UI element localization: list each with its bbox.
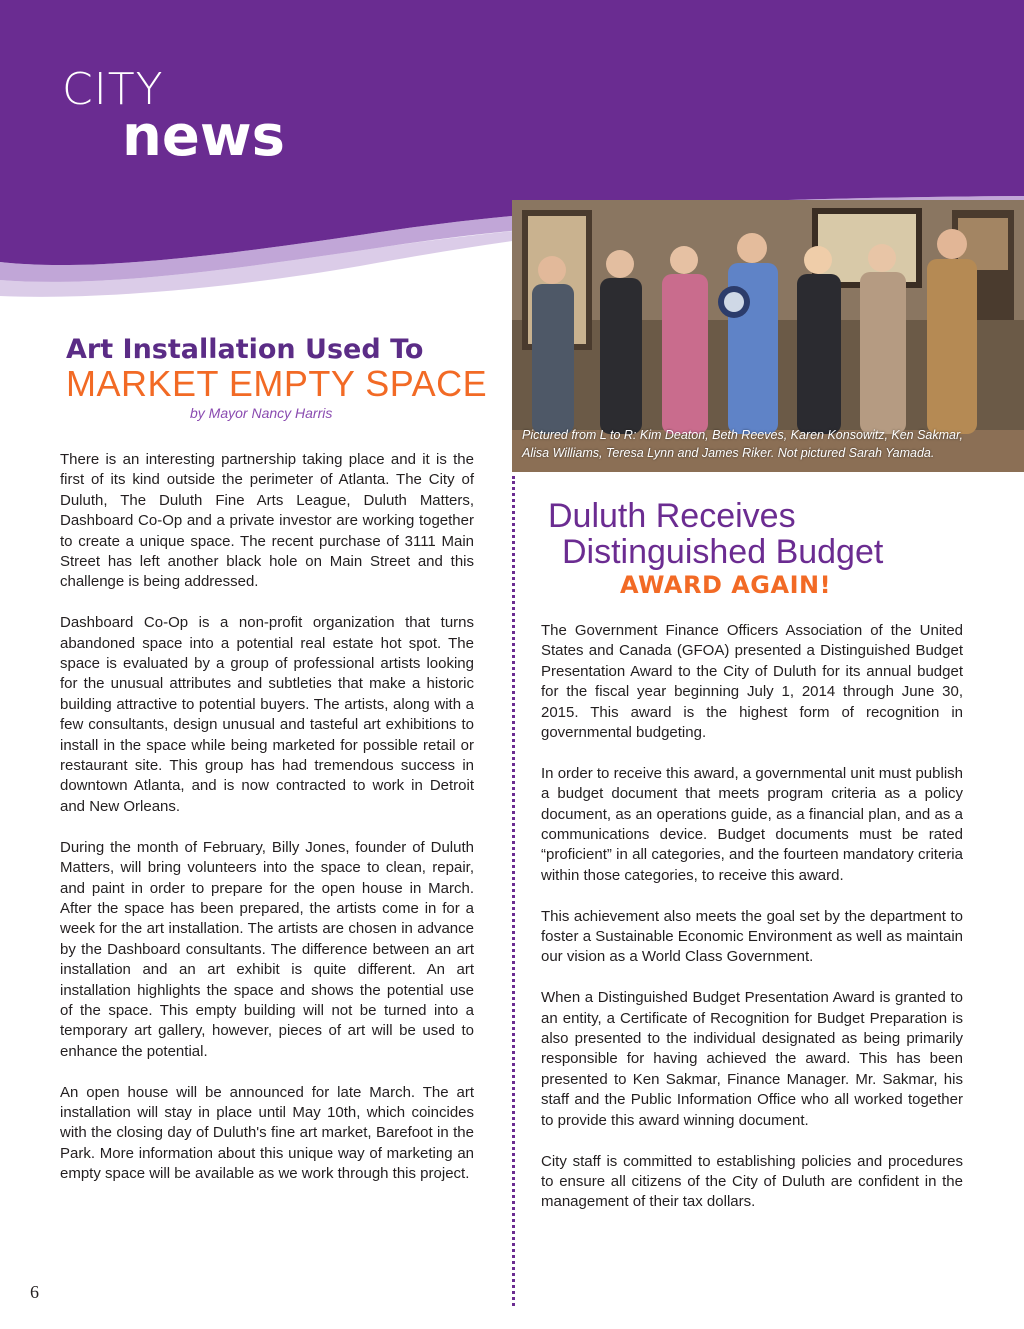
art-article-byline: by Mayor Nancy Harris <box>190 405 333 421</box>
art-paragraph-1: There is an interesting partnership taking place and it is the first of its kind outside the perimeter of Atlanta. The City of Duluth, The Duluth Fine Arts League, Duluth Matters, Dashboard Co-Op and a private investor are working together to create a unique space. The recent purchase of 3111 Main Street has left another black hole on Main Street and this challenge is being addressed. <box>60 451 474 591</box>
masthead-city: CITY <box>62 64 164 115</box>
budget-paragraph-5: City staff is committed to establishing policies and procedures to ensure all citizens of the City of Duluth are confident in the management of their tax dollars. <box>541 1152 963 1211</box>
budget-title-line-1: Duluth Receives <box>548 497 796 535</box>
budget-title-line-3: AWARD AGAIN! <box>620 571 832 599</box>
art-paragraph-4: An open house will be announced for late March. The art installation will stay in place until May 10th, which coincides with the closing day of Duluth's fine art market, Barefoot in the Park. More information about this unique way of marketing an empty space will be available as we work through this project. <box>60 1083 474 1183</box>
award-photo <box>512 200 1024 472</box>
caption-line-2: Alisa Williams, Teresa Lynn and James Riker. Not pictured Sarah Yamada. <box>522 446 935 460</box>
budget-paragraph-1: The Government Finance Officers Association of the United States and Canada (GFOA) presented a Distinguished Budget Presentation Award to the City of Duluth for its annual budget for the fiscal year beginning July 1, 2014 through June 30, 2015. This award is the highest form of recognition in governmental budgeting. <box>541 622 963 742</box>
masthead-news: news <box>122 104 285 169</box>
budget-paragraph-4: When a Distinguished Budget Presentation Award is granted to an entity, a Certificate of Recognition for Budget Preparation is also presented to the individual designated as being primarily responsible for having achieved the award. This has been presented to Ken Sakmar, Finance Manager. Mr. Sakmar, his staff and the Public Information Office who all worked together to provide this award winning document. <box>541 989 963 1129</box>
photo-caption <box>522 426 1014 462</box>
budget-article-heading <box>548 498 988 600</box>
budget-paragraph-2: In order to receive this award, a governmental unit must publish a budget document that meets program criteria as a policy document, as an operations guide, as a financial plan, and as a communications device. Budget documents must be rated “proficient” in all categories, and the fourteen mandatory criteria within those categories, to receive this award. <box>541 764 963 884</box>
art-article-kicker: Art Installation Used To <box>66 334 424 365</box>
art-article-heading <box>66 335 496 421</box>
masthead <box>62 64 285 169</box>
page-number: 6 <box>30 1282 39 1302</box>
budget-article-body <box>541 621 963 1233</box>
budget-paragraph-3: This achievement also meets the goal set by the department to foster a Sustainable Economic Environment as well as maintain our vision as a World Class Government. <box>541 907 963 966</box>
art-paragraph-3: During the month of February, Billy Jones, founder of Duluth Matters, will bring volunteers into the space to clean, repair, and paint in order to prepare for the open house in March. After the space has been prepared, the artists come in for a week for the art installation. The artists are chosen in advance by the Dashboard consultants. The difference between an art installation and an art exhibit is quite different. An art installation highlights the space and shows the potential use of the space. This empty building will not be turned into a temporary art gallery, however, pieces of art will be used to enhance the potential. <box>60 838 474 1060</box>
art-article-title: MARKET EMPTY SPACE <box>66 363 488 404</box>
art-paragraph-2: Dashboard Co-Op is a non-profit organization that turns abandoned space into a potential real estate hot spot. The space is evaluated by a group of professional artists looking for the unusual attributes and subtleties that make a historic building attractive to potential buyers. The artists, along with a few consultants, design unusual and tasteful art exhibitions to install in the space while being marketed for possible retail or restaurant site. This group has had tremendous success in downtown Atlanta, and is now contracted to work in Detroit and New Orleans. <box>60 614 474 815</box>
column-divider <box>512 476 515 1306</box>
budget-title-line-2: Distinguished Budget <box>562 533 884 571</box>
caption-line-1: Pictured from L to R: Kim Deaton, Beth Reeves, Karen Konsowitz, Ken Sakmar, <box>522 428 963 442</box>
art-article-body <box>60 450 474 1205</box>
